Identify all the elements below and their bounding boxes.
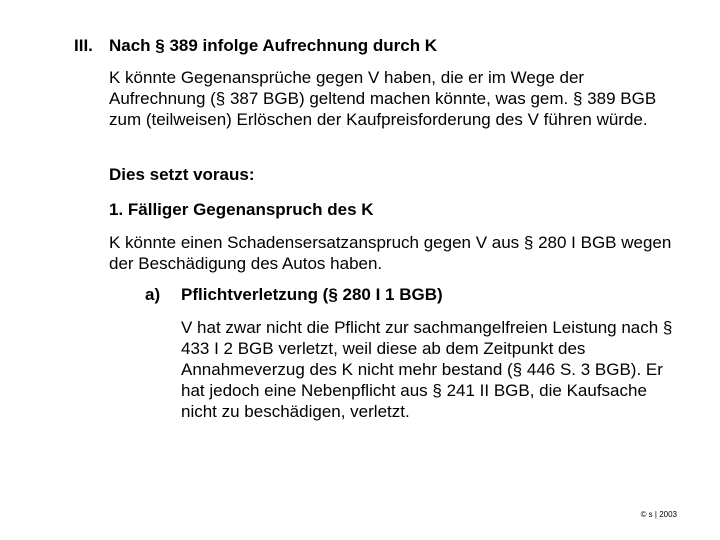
- section-title: Nach § 389 infolge Aufrechnung durch K: [109, 36, 438, 55]
- point-a-title: Pflichtverletzung (§ 280 I 1 BGB): [181, 285, 443, 304]
- claim-paragraph: K könnte einen Schadensersatzanspruch gegen V aus § 280 I BGB wegen der Beschädigung des Autos haben.: [109, 233, 672, 273]
- section-numeral: III.: [74, 36, 93, 55]
- point-a-paragraph: V hat zwar nicht die Pflicht zur sachmangelfreien Leistung nach § 433 I 2 BGB verletzt, weil diese ab dem Zeitpunkt des Annahmeverzug des K nicht mehr bestand (§ 446 S. 3 BGB). Er hat jedoch eine Nebenpflicht aus § 241 II BGB, die Kaufsache nicht zu beschädigen, verletzt.: [181, 318, 673, 421]
- requirement-intro: Dies setzt voraus:: [109, 165, 255, 184]
- subheading-counterclaim: 1. Fälliger Gegenanspruch des K: [109, 200, 374, 219]
- point-a-label: a): [145, 285, 161, 304]
- intro-paragraph: K könnte Gegenansprüche gegen V haben, die er im Wege der Aufrechnung (§ 387 BGB) geltend machen könnte, was gem. § 389 BGB zum (teilweisen) Erlöschen der Kaufpreisforderung des V führen würde.: [109, 68, 657, 129]
- copyright-footer: © s | 2003: [640, 510, 677, 519]
